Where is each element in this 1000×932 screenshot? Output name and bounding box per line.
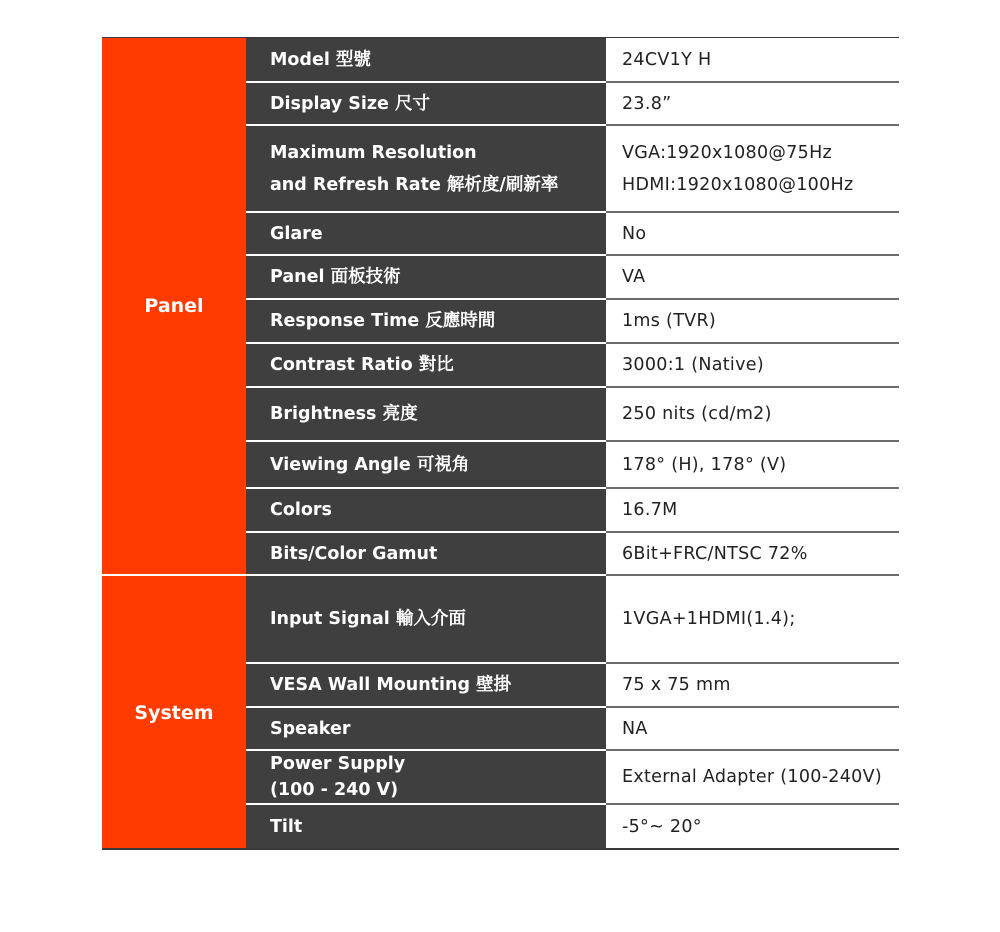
spec-value: 24CV1Y H bbox=[606, 38, 899, 81]
spec-value: 1VGA+1HDMI(1.4); bbox=[606, 576, 899, 662]
category-system-label: System bbox=[134, 701, 214, 724]
spec-row-brightness bbox=[246, 388, 899, 440]
spec-value: 250 nits (cd/m2) bbox=[606, 388, 899, 440]
spec-value: 3000:1 (Native) bbox=[606, 344, 899, 386]
spec-label: Bits/Color Gamut bbox=[246, 533, 606, 574]
spec-label: Contrast Ratio 對比 bbox=[246, 344, 606, 386]
spec-row-speaker bbox=[246, 708, 899, 749]
spec-label: Tilt bbox=[246, 805, 606, 849]
table-bottom-border bbox=[102, 848, 899, 850]
spec-row-vesa bbox=[246, 664, 899, 706]
spec-label: Colors bbox=[246, 489, 606, 531]
spec-label: Maximum Resolution and Refresh Rate 解析度/刷新率 bbox=[246, 126, 606, 211]
spec-value: 16.7M bbox=[606, 489, 899, 531]
spec-value: NA bbox=[606, 708, 899, 749]
spec-value: -5°~ 20° bbox=[606, 805, 899, 849]
spec-label: Model 型號 bbox=[246, 38, 606, 81]
spec-row-contrast bbox=[246, 344, 899, 386]
spec-row-panel bbox=[246, 256, 899, 298]
spec-label: Brightness 亮度 bbox=[246, 388, 606, 440]
spec-row-tilt bbox=[246, 805, 899, 849]
spec-label: Response Time 反應時間 bbox=[246, 300, 606, 342]
spec-label: Display Size 尺寸 bbox=[246, 83, 606, 124]
spec-label: Glare bbox=[246, 213, 606, 254]
spec-label: Speaker bbox=[246, 708, 606, 749]
spec-value: 75 x 75 mm bbox=[606, 664, 899, 706]
spec-row-power-supply bbox=[246, 751, 899, 803]
spec-value: VGA:1920x1080@75Hz HDMI:1920x1080@100Hz bbox=[606, 126, 899, 211]
spec-value: 178° (H), 178° (V) bbox=[606, 442, 899, 487]
category-system bbox=[102, 576, 246, 849]
spec-row-input-signal bbox=[246, 576, 899, 662]
spec-value: VA bbox=[606, 256, 899, 298]
spec-label: Panel 面板技術 bbox=[246, 256, 606, 298]
spec-row-colors bbox=[246, 489, 899, 531]
spec-label: Input Signal 輸入介面 bbox=[246, 576, 606, 662]
spec-row-model bbox=[246, 38, 899, 81]
spec-row-viewing-angle bbox=[246, 442, 899, 487]
spec-value: 6Bit+FRC/NTSC 72% bbox=[606, 533, 899, 574]
spec-value: 1ms (TVR) bbox=[606, 300, 899, 342]
spec-value: External Adapter (100-240V) bbox=[606, 751, 899, 803]
spec-row-resolution bbox=[246, 126, 899, 211]
spec-row-bits-gamut bbox=[246, 533, 899, 574]
category-panel bbox=[102, 38, 246, 574]
spec-label: VESA Wall Mounting 壁掛 bbox=[246, 664, 606, 706]
spec-row-response-time bbox=[246, 300, 899, 342]
spec-table bbox=[102, 38, 899, 849]
spec-value: No bbox=[606, 213, 899, 254]
spec-value: 23.8” bbox=[606, 83, 899, 124]
spec-label: Power Supply (100 - 240 V) bbox=[246, 751, 606, 803]
category-panel-label: Panel bbox=[144, 295, 204, 317]
spec-row-glare bbox=[246, 213, 899, 254]
spec-label: Viewing Angle 可視角 bbox=[246, 442, 606, 487]
spec-row-display-size bbox=[246, 83, 899, 124]
